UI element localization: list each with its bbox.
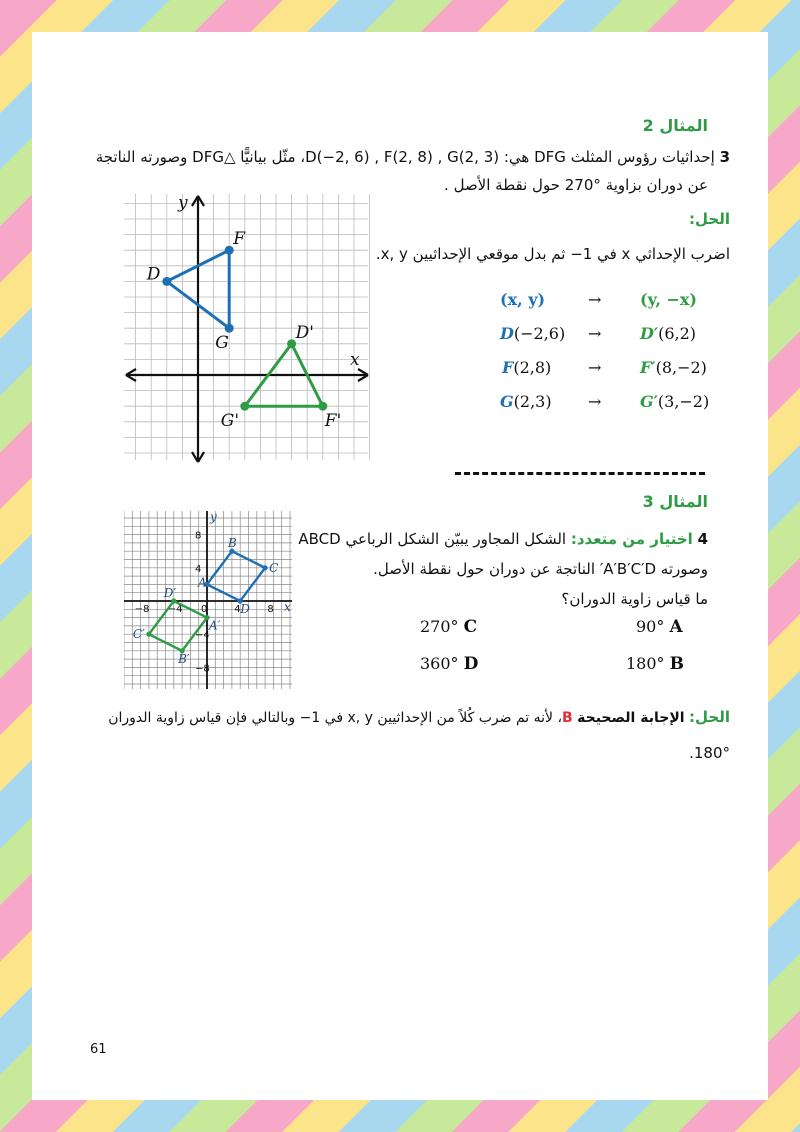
mapping-row-d [500,324,720,358]
point-d-prime-label: D′ [640,324,659,343]
x-axis-label: x [284,600,291,614]
vertex-image-1 [318,402,327,411]
choice-a[interactable] [636,617,683,637]
vertex-original-2 [263,565,268,570]
x-tick-label: 0 [201,604,208,615]
rotation-graph-1 [122,190,372,466]
vertex-label: D [240,602,250,616]
example-3-solution [110,708,730,726]
choice-c-value: 270° [420,617,459,636]
rotation-graph-2 [124,509,294,691]
y-axis-label: y [210,510,217,524]
vertex-label: D′ [163,586,177,600]
choice-c[interactable] [420,617,477,637]
example-2-instruction: اضرب الإحداثي x في 1− ثم بدل موقعي الإحداثيين x, y. [375,245,730,263]
example-2-solution-label: الحل: [689,210,730,228]
vertex-label: F' [324,411,342,432]
vertex-label: C′ [132,627,145,642]
worksheet-page [32,32,768,1100]
vertex-image-2 [146,632,151,637]
multiple-choice-label: اختيار من متعدد: [570,530,693,548]
x-tick-label: −8 [134,604,150,615]
choice-b-letter: B [669,654,685,674]
mapping-arrow: → [588,392,602,411]
vertex-original-2 [225,324,234,333]
x-axis-label: x [350,350,360,370]
problem-3-text-1: إحداثيات رؤوس المثلث DFG هي: D(−2, 6) , F(2, 8) , G(2, 3)، مثّل بيانيًّا △DFG وصورته الناتجة [95,148,715,166]
problem-4-line-2: وصورته A′B′C′D′ الناتجة عن دوران حول نقطة الأصل. [373,560,708,578]
choice-d[interactable] [420,654,478,674]
problem-3-line-2: عن دوران بزاوية °270 حول نقطة الأصل . [444,176,708,194]
y-tick-label: −4 [195,630,210,642]
point-d-label: D [500,324,514,343]
vertex-label: A′ [209,618,221,633]
point-g-prime-coords: (3,−2) [657,392,710,411]
mapping-arrow: → [588,324,602,343]
section-divider [455,472,705,475]
point-f-prime-coords: (8,−2) [655,358,707,377]
choice-d-value: 360° [420,654,459,673]
choice-b-value: 180° [626,654,665,673]
y-tick-label: 8 [195,530,202,542]
mapping-table [500,290,720,426]
choice-b[interactable] [626,654,684,674]
choice-c-letter: C [463,617,478,637]
mapping-row-g [500,392,720,426]
example-2-title: المثال 2 [642,116,708,135]
vertex-label: B′ [178,651,190,666]
vertex-label: B [227,536,237,551]
problem-4-line-1 [248,530,708,548]
answer-text: ، لأنه تم ضرب كُلاً من الإحداثيين x, y في 1− وبالتالي فإن قياس زاوية الدوران [108,710,562,726]
choice-d-letter: D [463,654,479,674]
point-g-coords: (2,3) [513,392,552,411]
problem-3-number: 3 [719,148,730,166]
mapping-from: (x, y) [500,290,546,309]
mapping-arrow: → [588,290,602,309]
mapping-row-f [500,358,720,392]
choice-a-value: 90° [636,617,665,636]
problem-3-line-1 [50,148,730,166]
point-g-label: G [500,392,514,411]
vertex-label: D [146,264,161,285]
vertex-image-2 [240,402,249,411]
mapping-to: (y, −x) [640,290,697,309]
example-3-title: المثال 3 [642,492,708,511]
vertex-label: G [215,333,229,354]
answer-end: .180° [689,744,730,762]
vertex-label: G' [220,411,240,432]
choice-a-letter: A [669,617,683,637]
point-f-label: F [502,358,514,377]
example-3-solution-label: الحل: [689,708,730,726]
point-d-coords: (−2,6) [513,324,566,343]
page-number: 61 [90,1042,107,1057]
y-tick-label: −8 [195,663,210,675]
point-f-prime-label: F′ [640,358,656,377]
answer-letter: B [562,710,573,726]
vertex-label: F [233,229,245,250]
problem-4-number: 4 [697,530,708,548]
y-tick-label: 4 [195,563,202,575]
answer-label: الإجابة الصحيحة [577,710,685,726]
point-f-coords: (2,8) [513,358,552,377]
point-g-prime-label: G′ [640,392,658,411]
x-tick-label: 8 [267,604,274,615]
mapping-arrow: → [588,358,602,377]
problem-4-line-3: ما قياس زاوية الدوران؟ [561,590,708,608]
vertex-original-0 [162,277,171,286]
vertex-label: D' [295,322,314,343]
x-tick-label: 4 [234,604,241,615]
x-tick-label: −4 [167,604,183,615]
mapping-row-header [500,290,720,324]
y-axis-label: y [178,193,188,213]
problem-4-text-1: الشكل المجاور يبيّن الشكل الرباعي ABCD [298,530,567,548]
vertex-label: A [198,575,207,590]
point-d-prime-coords: (6,2) [658,324,697,343]
vertex-label: C [269,560,279,575]
